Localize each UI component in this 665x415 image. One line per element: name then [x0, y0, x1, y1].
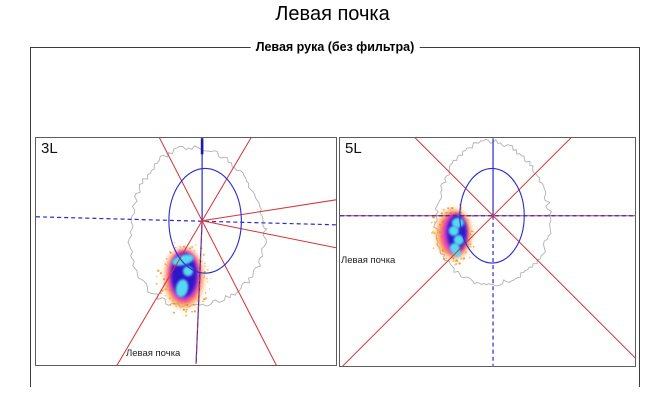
kidney-annotation-3L: Левая почка [126, 348, 181, 359]
plot-id-label-5L: 5L [345, 140, 362, 157]
polar-plot-3L-canvas [36, 138, 336, 365]
plot-id-label-3L: 3L [41, 140, 58, 157]
group-box-legend: Левая рука (без фильтра) [251, 40, 420, 54]
page-title: Левая почка [275, 3, 390, 25]
polar-plot-5L-canvas [340, 138, 635, 366]
polar-plot-5L [339, 137, 636, 367]
polar-plot-3L [35, 137, 337, 366]
kidney-annotation-5L: Левая почка [341, 255, 396, 266]
